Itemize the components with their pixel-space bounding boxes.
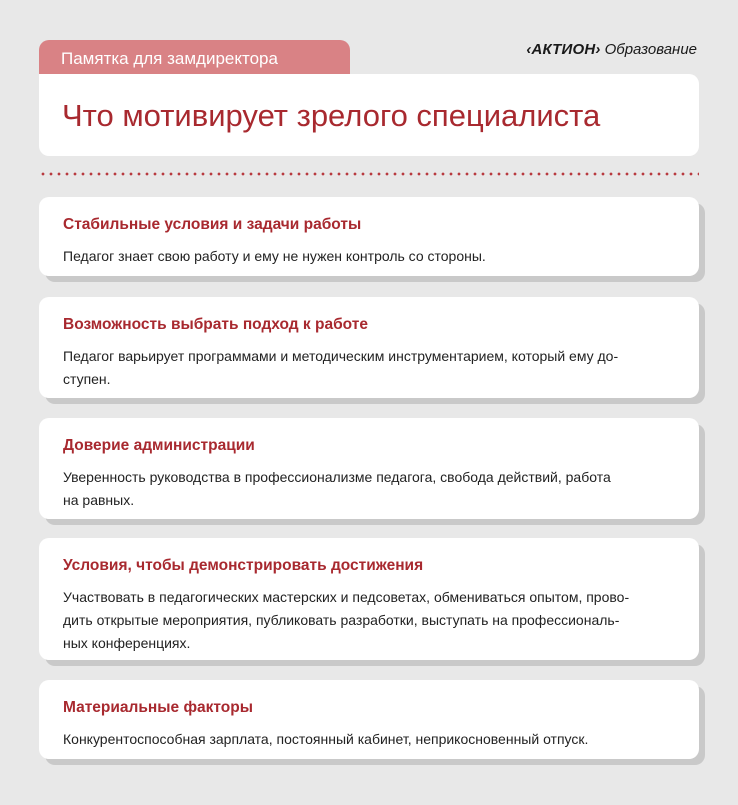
motivation-card: [39, 538, 699, 660]
card-heading: Возможность выбрать подход к работе: [63, 316, 368, 333]
card-text-line: ных конференциях.: [63, 635, 191, 651]
card-heading: Материальные факторы: [63, 699, 253, 716]
page-title: Что мотивирует зрелого специалиста: [62, 98, 601, 133]
card-text-line: Участвовать в педагогических мастерских и педсоветах, обмениваться опытом, прово-: [63, 589, 630, 605]
dotted-divider: [39, 172, 699, 176]
card-text-line: Конкурентоспособная зарплата, постоянный кабинет, неприкосновенный отпуск.: [63, 731, 589, 747]
brand-logo-text: Образование: [604, 41, 697, 58]
card-heading: Условия, чтобы демонстрировать достижения: [63, 557, 424, 574]
header-tab-label: Памятка для замдиректора: [61, 49, 278, 68]
brand-logo: [526, 40, 697, 60]
motivation-card: [39, 680, 699, 759]
header-tab: [39, 40, 350, 78]
card-text-line: Уверенность руководства в профессионализме педагога, свобода действий, работа: [63, 469, 611, 485]
card-text-line: Педагог варьирует программами и методическим инструментарием, который ему до-: [63, 348, 619, 364]
motivation-card: [39, 418, 699, 519]
card-text: [63, 586, 675, 655]
brand-logo-bold: ‹АКТИОН›: [526, 41, 601, 58]
card-text-line: Педагог знает свою работу и ему не нужен контроль со стороны.: [63, 248, 486, 264]
motivation-card: [39, 197, 699, 276]
motivation-card: [39, 297, 699, 398]
card-text-line: ступен.: [63, 371, 111, 387]
card-text: [63, 728, 675, 751]
card-text: [63, 466, 675, 512]
card-heading: Доверие администрации: [63, 437, 255, 454]
card-heading: Стабильные условия и задачи работы: [63, 216, 362, 233]
card-text: [63, 345, 675, 391]
card-text: [63, 245, 675, 268]
card-text-line: дить открытые мероприятия, публиковать разработки, выступать на профессиональ-: [63, 612, 620, 628]
title-card: [39, 74, 699, 156]
card-text-line: на равных.: [63, 492, 135, 508]
